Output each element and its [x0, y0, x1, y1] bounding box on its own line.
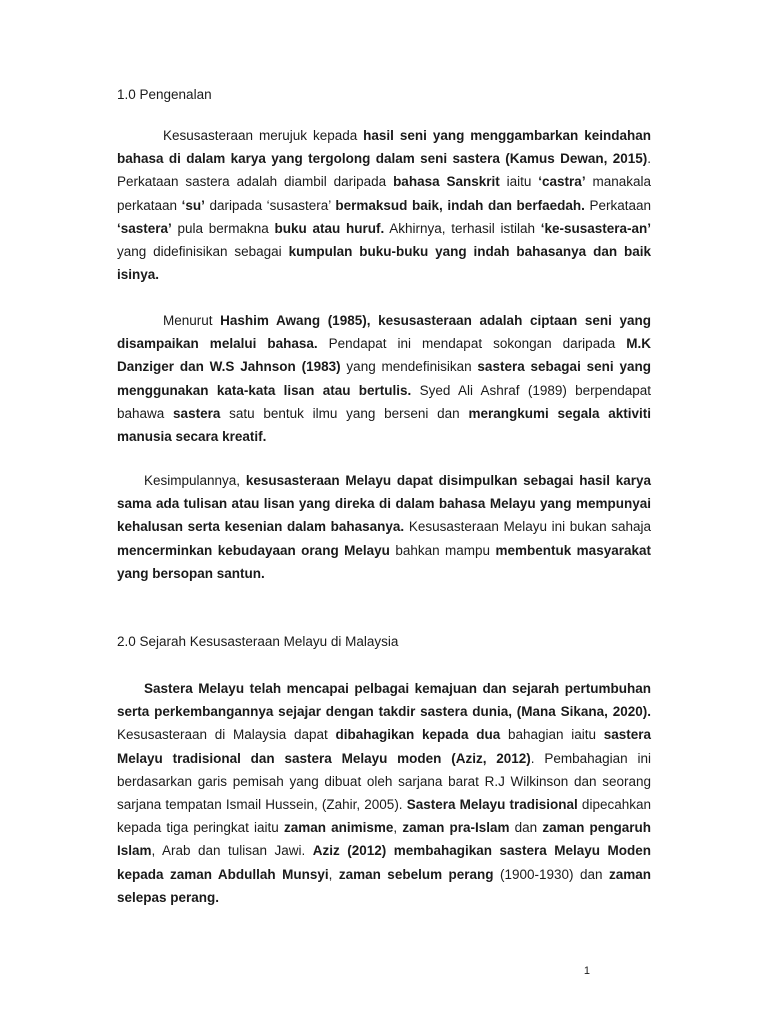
section-1-paragraph-2 — [117, 309, 651, 448]
bold-text-run: sastera sebagai seni yang menggunakan kata-kata lisan atau bertulis. — [117, 359, 651, 398]
bold-text-run: zaman pra-Islam — [402, 820, 510, 836]
text-run: pula bermakna — [171, 220, 275, 236]
text-run: yang mendefinisikan — [340, 359, 478, 375]
text-run: Kesusasteraan merujuk kepada — [163, 128, 364, 143]
section-1-heading: 1.0 Pengenalan — [117, 87, 212, 102]
bold-text-run: M.K Danziger dan W.S Jahnson (1983) — [117, 336, 651, 375]
text-run: manakala perkataan — [117, 174, 651, 213]
text-run: bahagian iaitu — [500, 727, 604, 743]
bold-text-run: ‘ke-susastera-an’ — [540, 220, 652, 236]
bold-text-run: merangkumi segala aktiviti manusia secara kreatif. — [117, 405, 651, 445]
text-run: dan — [509, 820, 543, 836]
bold-text-run: hasil seni yang menggambarkan keindahan bahasa di dalam karya yang tergolong dalam seni sastera (Kamus Dewan, 2015) — [117, 128, 651, 167]
section-2-heading: 2.0 Sejarah Kesusasteraan Melayu di Malaysia — [117, 634, 399, 649]
text-run: Menurut — [163, 313, 221, 328]
bold-text-run: buku atau huruf. — [274, 220, 385, 236]
text-run: yang didefinisikan sebagai — [117, 244, 289, 260]
text-run: bahkan mampu — [389, 542, 496, 558]
text-run: daripada ‘susastera’ — [204, 197, 336, 213]
bold-text-run: ‘su’ — [181, 197, 205, 213]
text-run: satu bentuk ilmu yang berseni dan — [220, 405, 469, 421]
text-run: Pendapat ini mendapat sokongan daripada — [317, 336, 627, 352]
bold-text-run: membentuk masyarakat yang bersopan santun. — [117, 542, 651, 581]
bold-text-run: Hashim Awang (1985), kesusasteraan adalah ciptaan seni yang disampaikan melalui bahasa. — [117, 313, 651, 352]
bold-text-run: ‘castra’ — [538, 174, 586, 190]
bold-text-run: zaman sebelum perang — [338, 866, 494, 882]
text-run: . Pembahagian ini berdasarkan garis pemisah yang dibuat oleh sarjana barat R.J Wilkinson dan seorang sarjana tempatan Ismail Hussein, (Zahir, 2005). — [117, 750, 651, 813]
bold-text-run: mencerminkan kebudayaan orang Melayu — [117, 542, 390, 558]
bold-text-run: Sastera Melayu tradisional — [406, 797, 578, 813]
bold-text-run: zaman selepas perang. — [117, 866, 651, 905]
text-run: Syed Ali Ashraf (1989) berpendapat bahawa — [117, 382, 651, 421]
text-run: , — [328, 866, 339, 882]
text-run: (1900-1930) dan — [493, 866, 609, 882]
section-1-paragraph-1 — [117, 124, 651, 286]
text-run: , — [393, 820, 403, 836]
bold-text-run: sastera Melayu tradisional dan sastera Melayu moden (Aziz, 2012) — [117, 727, 652, 766]
text-run: , Arab dan tulisan Jawi. — [151, 843, 313, 859]
text-run: Kesusasteraan di Malaysia dapat — [117, 727, 336, 743]
bold-text-run: zaman animisme — [283, 820, 394, 836]
text-run: dipecahkan kepada tiga peringkat iaitu — [117, 797, 651, 836]
bold-text-run: kesusasteraan Melayu dapat disimpulkan sebagai hasil karya sama ada tulisan atau lisan yang direka di dalam bahasa Melayu yang mempunyai kehalusan serta kesenian dalam bahasanya. — [117, 473, 651, 535]
bold-text-run: dibahagikan kepada dua — [335, 727, 501, 743]
text-run: Perkataan — [584, 197, 651, 213]
section-1-paragraph-3 — [117, 469, 651, 585]
bold-text-run: bermaksud baik, indah dan berfaedah. — [335, 197, 585, 213]
text-run: Akhirnya, terhasil istilah — [384, 220, 541, 236]
bold-text-run: ‘sastera’ — [117, 220, 172, 236]
bold-text-run: bahasa Sanskrit — [393, 174, 500, 190]
bold-text-run: sastera — [173, 405, 221, 421]
text-run: Kesimpulannya, — [144, 473, 246, 488]
section-2-paragraph-1 — [117, 677, 651, 909]
text-run: iaitu — [499, 174, 539, 190]
text-run: Kesusasteraan Melayu ini bukan sahaja — [404, 519, 651, 535]
bold-text-run: Aziz (2012) membahagikan sastera Melayu Moden kepada zaman Abdullah Munsyi — [117, 843, 651, 882]
bold-text-run: kumpulan buku-buku yang indah bahasanya dan baik isinya. — [117, 244, 651, 283]
text-run: . Perkataan sastera adalah diambil daripada — [117, 151, 651, 190]
page-number: 1 — [583, 965, 590, 977]
bold-text-run: zaman pengaruh Islam — [117, 820, 651, 859]
bold-text-run: Sastera Melayu telah mencapai pelbagai kemajuan dan sejarah pertumbuhan serta perkembangannya sejajar dengan takdir sastera dunia, (Mana Sikana, 2020). — [117, 681, 651, 720]
